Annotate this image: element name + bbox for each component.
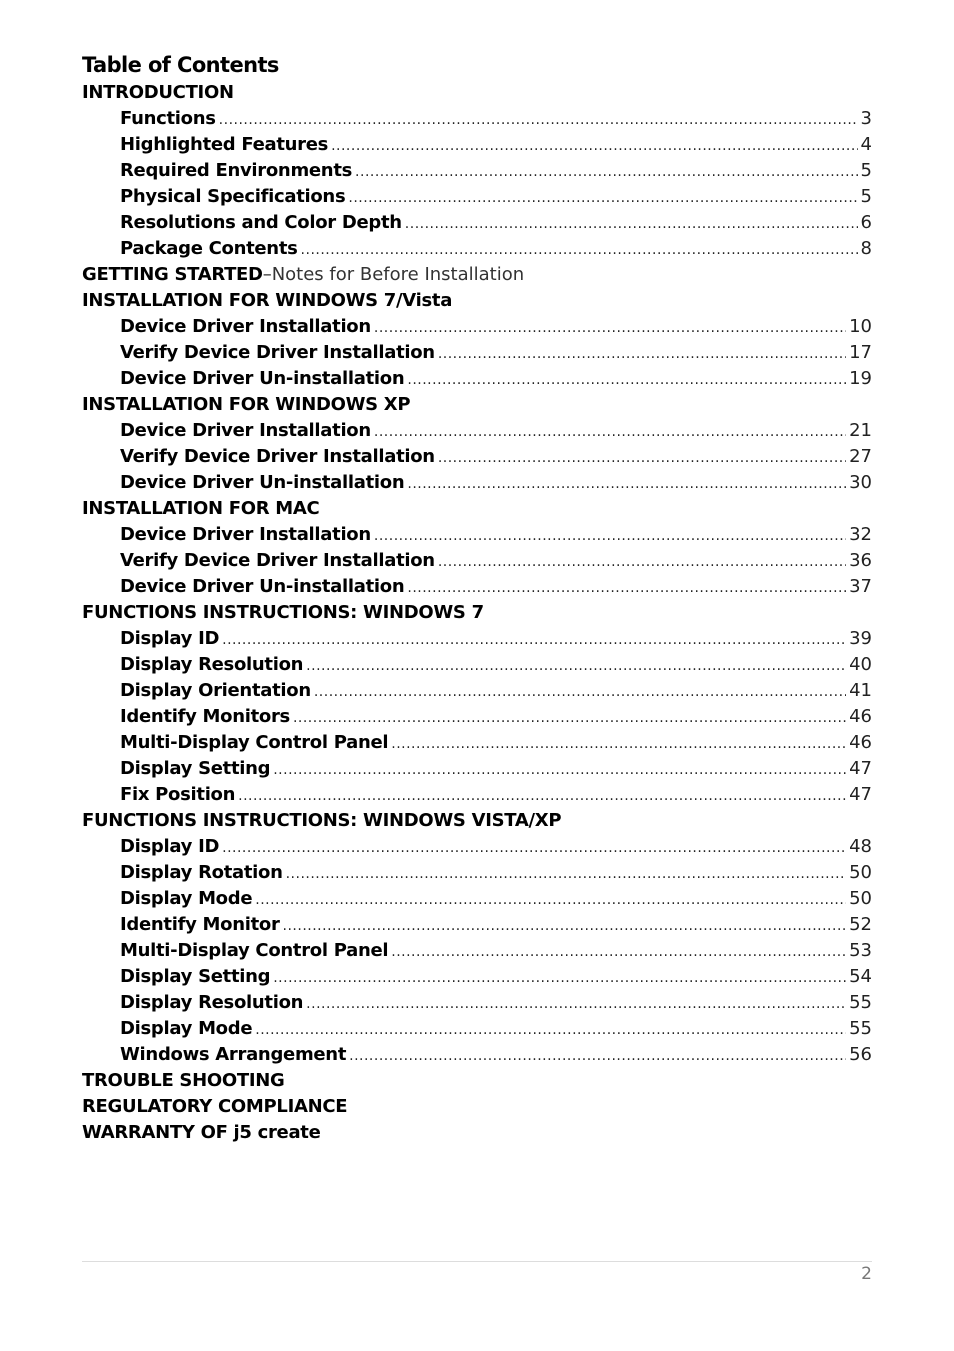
toc-entry[interactable] <box>82 444 872 470</box>
entry-label: Highlighted Features <box>120 134 329 155</box>
toc-entry[interactable] <box>82 730 872 756</box>
entry-label: Fix Position <box>120 784 236 805</box>
toc-entry[interactable] <box>82 704 872 730</box>
entry-page-number: 19 <box>849 368 872 389</box>
entry-label: Display Orientation <box>120 680 311 701</box>
entry-page-number: 21 <box>849 420 872 441</box>
toc-entry[interactable] <box>82 470 872 496</box>
dot-leader <box>405 211 858 237</box>
section-label: INSTALLATION FOR WINDOWS 7/Vista <box>82 290 453 311</box>
toc-list <box>82 80 872 1146</box>
entry-page-number: 30 <box>849 472 872 493</box>
toc-entry[interactable] <box>82 886 872 912</box>
dot-leader <box>407 575 846 601</box>
entry-label: Device Driver Installation <box>120 316 371 337</box>
toc-entry[interactable] <box>82 132 872 158</box>
toc-entry[interactable] <box>82 1042 872 1068</box>
toc-entry[interactable] <box>82 938 872 964</box>
toc-entry[interactable] <box>82 522 872 548</box>
dot-leader <box>349 1043 846 1069</box>
entry-page-number: 53 <box>849 940 872 961</box>
entry-page-number: 56 <box>849 1044 872 1065</box>
toc-section-heading[interactable] <box>82 288 872 314</box>
entry-page-number: 54 <box>849 966 872 987</box>
entry-page-number: 47 <box>849 758 872 779</box>
section-label: INTRODUCTION <box>82 82 234 103</box>
entry-page-number: 46 <box>849 732 872 753</box>
dot-leader <box>438 549 846 575</box>
dot-leader <box>306 991 846 1017</box>
toc-entry[interactable] <box>82 366 872 392</box>
entry-label: Multi-Display Control Panel <box>120 732 389 753</box>
section-label: GETTING STARTED <box>82 264 263 285</box>
dot-leader <box>348 185 857 211</box>
section-label: INSTALLATION FOR WINDOWS XP <box>82 394 411 415</box>
dot-leader <box>273 757 846 783</box>
dot-leader <box>238 783 846 809</box>
entry-page-number: 40 <box>849 654 872 675</box>
toc-entry[interactable] <box>82 652 872 678</box>
toc-entry[interactable] <box>82 340 872 366</box>
entry-page-number: 55 <box>849 992 872 1013</box>
entry-page-number: 36 <box>849 550 872 571</box>
dot-leader <box>438 445 846 471</box>
entry-page-number: 3 <box>860 108 872 129</box>
entry-label: Resolutions and Color Depth <box>120 212 402 233</box>
toc-entry[interactable] <box>82 158 872 184</box>
entry-label: Display ID <box>120 628 220 649</box>
toc-entry[interactable] <box>82 1016 872 1042</box>
document-page <box>82 50 872 1146</box>
toc-entry[interactable] <box>82 314 872 340</box>
entry-label: Multi-Display Control Panel <box>120 940 389 961</box>
toc-entry[interactable] <box>82 756 872 782</box>
section-note: –Notes for Before Installation <box>262 264 525 285</box>
dot-leader <box>391 939 846 965</box>
toc-entry[interactable] <box>82 964 872 990</box>
dot-leader <box>255 887 846 913</box>
entry-page-number: 8 <box>860 238 872 259</box>
entry-label: Functions <box>120 108 216 129</box>
toc-section-heading[interactable] <box>82 392 872 418</box>
toc-section-heading[interactable] <box>82 80 872 106</box>
toc-entry[interactable] <box>82 184 872 210</box>
entry-label: Windows Arrangement <box>120 1044 347 1065</box>
entry-page-number: 37 <box>849 576 872 597</box>
entry-page-number: 46 <box>849 706 872 727</box>
dot-leader <box>306 653 846 679</box>
entry-page-number: 39 <box>849 628 872 649</box>
entry-page-number: 17 <box>849 342 872 363</box>
toc-entry[interactable] <box>82 418 872 444</box>
entry-page-number: 4 <box>860 134 872 155</box>
dot-leader <box>391 731 846 757</box>
entry-label: Package Contents <box>120 238 298 259</box>
dot-leader <box>374 419 846 445</box>
dot-leader <box>407 367 846 393</box>
dot-leader <box>273 965 846 991</box>
entry-page-number: 55 <box>849 1018 872 1039</box>
entry-label: Verify Device Driver Installation <box>120 342 435 363</box>
dot-leader <box>374 315 846 341</box>
section-label: INSTALLATION FOR MAC <box>82 498 320 519</box>
section-label: WARRANTY OF j5 create <box>82 1122 321 1143</box>
dot-leader <box>222 835 846 861</box>
toc-entry[interactable] <box>82 236 872 262</box>
entry-page-number: 50 <box>849 862 872 883</box>
toc-section-heading[interactable] <box>82 1120 872 1146</box>
entry-label: Display ID <box>120 836 220 857</box>
toc-section-heading[interactable] <box>82 1094 872 1120</box>
dot-leader <box>301 237 858 263</box>
toc-entry[interactable] <box>82 860 872 886</box>
section-label: FUNCTIONS INSTRUCTIONS: WINDOWS VISTA/XP <box>82 810 562 831</box>
entry-page-number: 10 <box>849 316 872 337</box>
footer-divider <box>82 1261 872 1262</box>
entry-label: Display Mode <box>120 888 253 909</box>
entry-label: Display Rotation <box>120 862 283 883</box>
entry-page-number: 52 <box>849 914 872 935</box>
entry-page-number: 27 <box>849 446 872 467</box>
dot-leader <box>407 471 846 497</box>
entry-page-number: 41 <box>849 680 872 701</box>
entry-label: Identify Monitor <box>120 914 280 935</box>
toc-entry[interactable] <box>82 782 872 808</box>
entry-label: Display Setting <box>120 758 271 779</box>
dot-leader <box>219 107 858 133</box>
entry-label: Device Driver Un-installation <box>120 472 405 493</box>
toc-section-heading[interactable] <box>82 600 872 626</box>
dot-leader <box>286 861 846 887</box>
section-label: TROUBLE SHOOTING <box>82 1070 285 1091</box>
dot-leader <box>222 627 846 653</box>
entry-label: Display Resolution <box>120 654 304 675</box>
entry-page-number: 5 <box>860 186 872 207</box>
entry-label: Verify Device Driver Installation <box>120 446 435 467</box>
entry-label: Device Driver Installation <box>120 524 371 545</box>
dot-leader <box>355 159 858 185</box>
entry-page-number: 47 <box>849 784 872 805</box>
entry-label: Device Driver Installation <box>120 420 371 441</box>
footer-page-number: 2 <box>861 1264 872 1284</box>
toc-entry[interactable] <box>82 912 872 938</box>
toc-entry[interactable] <box>82 678 872 704</box>
entry-page-number: 6 <box>860 212 872 233</box>
section-label: REGULATORY COMPLIANCE <box>82 1096 348 1117</box>
dot-leader <box>374 523 846 549</box>
toc-entry[interactable] <box>82 106 872 132</box>
toc-section-heading[interactable] <box>82 1068 872 1094</box>
section-label: FUNCTIONS INSTRUCTIONS: WINDOWS 7 <box>82 602 484 623</box>
page-title: Table of Contents <box>82 53 279 77</box>
dot-leader <box>283 913 847 939</box>
entry-label: Identify Monitors <box>120 706 290 727</box>
dot-leader <box>331 133 857 159</box>
toc-section-heading[interactable] <box>82 262 872 288</box>
toc-entry[interactable] <box>82 834 872 860</box>
toc-entry[interactable] <box>82 574 872 600</box>
entry-page-number: 32 <box>849 524 872 545</box>
entry-label: Display Mode <box>120 1018 253 1039</box>
dot-leader <box>438 341 846 367</box>
entry-label: Verify Device Driver Installation <box>120 550 435 571</box>
dot-leader <box>255 1017 846 1043</box>
dot-leader <box>293 705 846 731</box>
entry-label: Physical Specifications <box>120 186 346 207</box>
dot-leader <box>314 679 846 705</box>
entry-page-number: 50 <box>849 888 872 909</box>
toc-section-heading[interactable] <box>82 496 872 522</box>
entry-page-number: 48 <box>849 836 872 857</box>
entry-label: Display Resolution <box>120 992 304 1013</box>
toc-entry[interactable] <box>82 626 872 652</box>
entry-label: Required Environments <box>120 160 353 181</box>
entry-page-number: 5 <box>860 160 872 181</box>
entry-label: Display Setting <box>120 966 271 987</box>
entry-label: Device Driver Un-installation <box>120 576 405 597</box>
toc-entry[interactable] <box>82 210 872 236</box>
toc-section-heading[interactable] <box>82 808 872 834</box>
toc-entry[interactable] <box>82 548 872 574</box>
entry-label: Device Driver Un-installation <box>120 368 405 389</box>
toc-entry[interactable] <box>82 990 872 1016</box>
